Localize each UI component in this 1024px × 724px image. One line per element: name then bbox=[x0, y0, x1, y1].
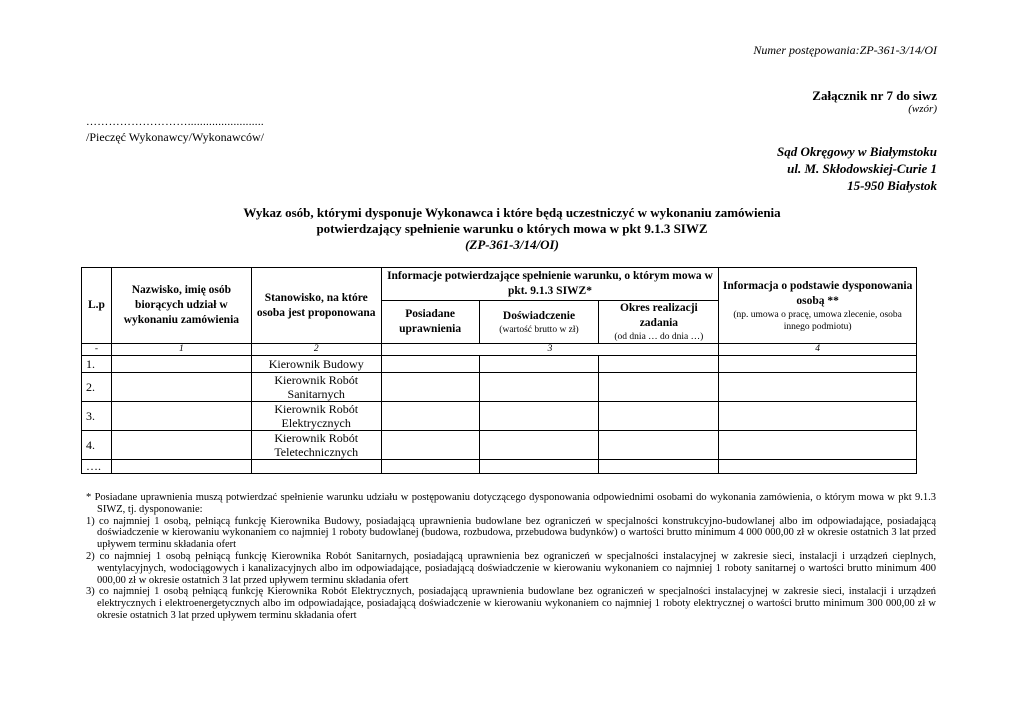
header-basis-label: Informacja o podstawie dysponowania osobą ** bbox=[722, 279, 913, 307]
footnote-item-3: 3) co najmniej 1 osobą pełniącą funkcję Kierownika Robót Elektrycznych, posiadającą uprawnienia budowlane bez ograniczeń w specjalności instalacyjnej w zakresie sieci, instalacji i urządzeń elektrycznych i elektroenergetycznych albo im odpowiadające, posiadającą doświadczenie w kierowaniu wykonaniem co najmniej 1 roboty elektrycznej o wartości brutto minimum 300 000,00 zł w okresie ostatnich 3 lat przed upływem terminu składania ofert bbox=[86, 586, 936, 621]
attachment-title: Załącznik nr 7 do siwz bbox=[812, 88, 937, 103]
header-basis bbox=[719, 268, 917, 344]
header-experience bbox=[479, 301, 599, 344]
row-name-cell[interactable] bbox=[111, 460, 251, 474]
row-period-cell[interactable] bbox=[599, 431, 719, 460]
row-basis-cell[interactable] bbox=[719, 431, 917, 460]
header-info-group: Informacje potwierdzające spełnienie warunku, o którym mowa w pkt. 9.1.3 SIWZ* bbox=[381, 268, 719, 301]
row-period-cell[interactable] bbox=[599, 356, 719, 373]
stamp-placeholder-dots: ………………………......................... bbox=[86, 116, 264, 128]
persons-table bbox=[81, 267, 917, 474]
header-period-label: Okres realizacji zadania bbox=[619, 302, 698, 329]
table-row bbox=[82, 373, 917, 402]
header-period-note: (od dnia … do dnia …) bbox=[614, 332, 704, 342]
row-name-cell[interactable] bbox=[111, 373, 251, 402]
row-position bbox=[251, 460, 381, 474]
table-row bbox=[82, 356, 917, 373]
row-permissions-cell[interactable] bbox=[381, 402, 479, 431]
row-position: Kierownik Robót Teletechnicznych bbox=[251, 431, 381, 460]
header-name: Nazwisko, imię osób biorących udział w wykonaniu zamówienia bbox=[111, 268, 251, 344]
row-lp: 1. bbox=[82, 356, 112, 373]
header-basis-note: (np. umowa o pracę, umowa zlecenie, osoba innego podmiotu) bbox=[733, 309, 902, 332]
row-permissions-cell[interactable] bbox=[381, 356, 479, 373]
row-lp: 3. bbox=[82, 402, 112, 431]
footnotes bbox=[86, 492, 936, 622]
footnote-intro: * Posiadane uprawnienia muszą potwierdzać spełnienie warunku udziału w postępowaniu dotyczącego dysponowania odpowiednimi osobami do wykonania zamówienia, o którym mowa w pkt 9.1.3 SIWZ, tj. dysponowanie: bbox=[86, 492, 936, 515]
header-permissions: Posiadane uprawnienia bbox=[381, 301, 479, 344]
row-basis-cell[interactable] bbox=[719, 373, 917, 402]
table-row bbox=[82, 460, 917, 474]
row-lp: 2. bbox=[82, 373, 112, 402]
row-lp: …. bbox=[82, 460, 112, 474]
title-case-code: (ZP-361-3/14/OI) bbox=[465, 237, 559, 252]
row-basis-cell[interactable] bbox=[719, 402, 917, 431]
header-experience-note: (wartość brutto w zł) bbox=[499, 324, 579, 335]
row-period-cell[interactable] bbox=[599, 460, 719, 474]
row-lp: 4. bbox=[82, 431, 112, 460]
num-col-1: 1 bbox=[111, 344, 251, 356]
row-name-cell[interactable] bbox=[111, 431, 251, 460]
row-experience-cell[interactable] bbox=[479, 431, 599, 460]
num-col-3: 3 bbox=[381, 344, 719, 356]
recipient-name: Sąd Okręgowy w Białymstoku bbox=[777, 144, 937, 159]
row-position: Kierownik Robót Elektrycznych bbox=[251, 402, 381, 431]
num-col-4: 4 bbox=[719, 344, 917, 356]
row-permissions-cell[interactable] bbox=[381, 431, 479, 460]
stamp-label: /Pieczęć Wykonawcy/Wykonawców/ bbox=[86, 130, 264, 144]
num-col-2: 2 bbox=[251, 344, 381, 356]
document-title bbox=[86, 205, 938, 253]
row-experience-cell[interactable] bbox=[479, 373, 599, 402]
footnote-item-2: 2) co najmniej 1 osobą pełniącą funkcję Kierownika Robót Sanitarnych, posiadającą uprawnienia bez ograniczeń w specjalności instalacyjnej w zakresie sieci, instalacji i urządzeń cieplnych, wentylacyjnych, wodociągowych i kanalizacyjnych albo im odpowiadające, posiadającą doświadczenie w kierowaniu wykonaniem co najmniej 1 roboty sanitarnej o wartości brutto minimum 400 000,00 zł w okresie ostatnich 3 lat przed upływem terminu składania ofert bbox=[86, 550, 936, 586]
row-position: Kierownik Robót Sanitarnych bbox=[251, 373, 381, 402]
row-experience-cell[interactable] bbox=[479, 402, 599, 431]
case-number: Numer postępowania:ZP-361-3/14/OI bbox=[753, 43, 937, 57]
row-position: Kierownik Budowy bbox=[251, 356, 381, 373]
footnote-item-1: 1) co najmniej 1 osobą, pełniącą funkcję Kierownika Budowy, posiadającą uprawnienia budowlane bez ograniczeń w specjalności konstrukcyjno-budowlanej albo im odpowiadające, posiadającą doświadczenie w kierowaniu wykonaniem co najmniej 1 roboty budowlanej (budowa, rozbudowa, przebudowa budynków) o wartości brutto minimum 4 000 000,00 zł w okresie ostatnich 3 lat przed upływem terminu składania ofert bbox=[86, 515, 936, 551]
row-permissions-cell[interactable] bbox=[381, 460, 479, 474]
row-period-cell[interactable] bbox=[599, 373, 719, 402]
title-line-2: potwierdzający spełnienie warunku o których mowa w pkt 9.1.3 SIWZ bbox=[316, 221, 708, 236]
header-experience-label: Doświadczenie bbox=[502, 309, 576, 322]
row-name-cell[interactable] bbox=[111, 402, 251, 431]
recipient-address bbox=[777, 143, 937, 194]
header-period bbox=[599, 301, 719, 344]
table-header-row bbox=[82, 268, 917, 301]
row-basis-cell[interactable] bbox=[719, 460, 917, 474]
recipient-street: ul. M. Skłodowskiej-Curie 1 bbox=[787, 161, 937, 176]
table-numbering-row bbox=[82, 344, 917, 356]
row-period-cell[interactable] bbox=[599, 402, 719, 431]
row-basis-cell[interactable] bbox=[719, 356, 917, 373]
header-position: Stanowisko, na które osoba jest proponowana bbox=[251, 268, 381, 344]
row-experience-cell[interactable] bbox=[479, 356, 599, 373]
header-lp: L.p bbox=[82, 268, 112, 344]
title-line-1: Wykaz osób, którymi dysponuje Wykonawca i które będą uczestniczyć w wykonaniu zamówienia bbox=[243, 205, 781, 220]
table-row bbox=[82, 431, 917, 460]
row-permissions-cell[interactable] bbox=[381, 373, 479, 402]
row-name-cell[interactable] bbox=[111, 356, 251, 373]
attachment-subtitle: (wzór) bbox=[908, 103, 937, 115]
recipient-city: 15-950 Białystok bbox=[847, 178, 937, 193]
table-row bbox=[82, 402, 917, 431]
num-lp: - bbox=[82, 344, 112, 356]
row-experience-cell[interactable] bbox=[479, 460, 599, 474]
